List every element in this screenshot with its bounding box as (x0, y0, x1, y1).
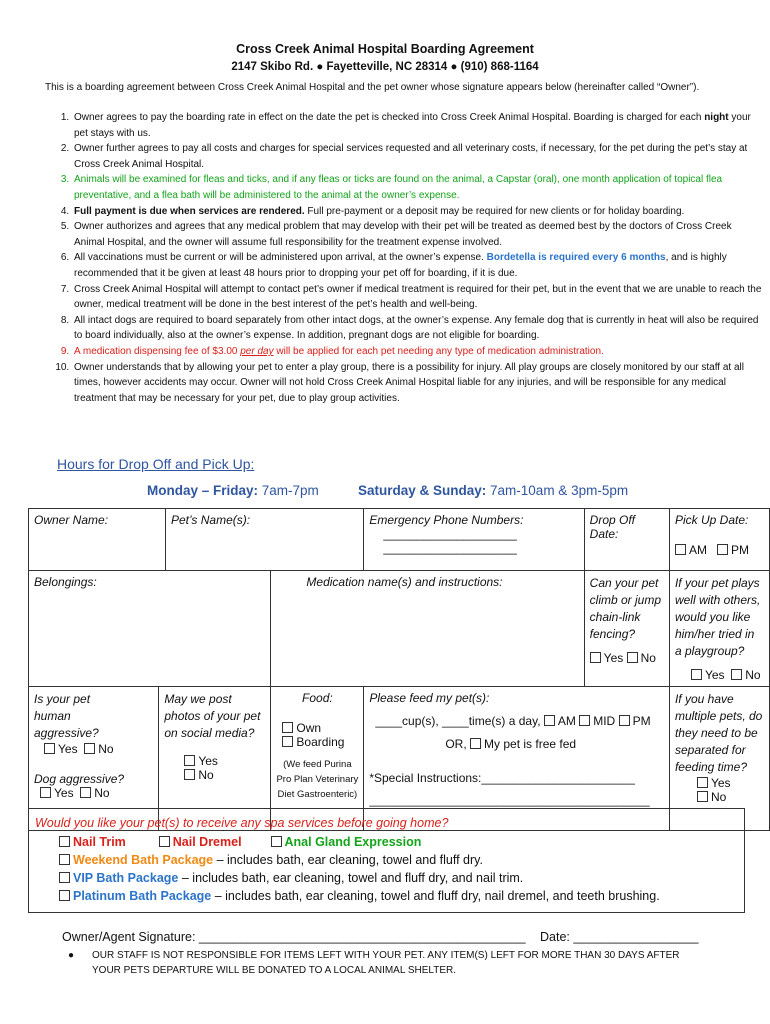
playgroup-question: If your pet plays well with others, would you like him/her tried in a playgroup? Yes No (669, 571, 769, 687)
special-instructions-field[interactable]: *Special Instructions:_______________________ (369, 771, 635, 785)
photos-no-checkbox[interactable] (184, 769, 195, 780)
term-7: 7. Cross Creek Animal Hospital will attempt to contact pet’s owner if medical treatment is required for their pet, but in the event that we are unable to reach the owner, medical treatment will be done in the best interest of the pet’s health and well-being. (72, 282, 764, 313)
aggression-questions: Is your pet human aggressive? Yes No Dog aggressive? Yes No (29, 687, 159, 831)
feed-am-checkbox[interactable] (544, 715, 555, 726)
signature-field[interactable]: Owner/Agent Signature: _______________________________________________ (62, 930, 526, 944)
address-line: 2147 Skibo Rd. ● Fayetteville, NC 28314 ● (910) 868-1164 (231, 61, 539, 73)
feed-pm-checkbox[interactable] (619, 715, 630, 726)
bullet-icon: ● (68, 950, 75, 961)
pets-name-field[interactable]: Pet’s Name(s): (165, 509, 363, 571)
separate-no-checkbox[interactable] (697, 791, 708, 802)
spa-row-vip: VIP Bath Package – includes bath, ear cleaning, towel and fluff dry, and nail trim. (59, 871, 523, 885)
dog-aggr-no-checkbox[interactable] (80, 787, 91, 798)
weekday-hours: Monday – Friday: 7am-7pm (147, 483, 319, 498)
feeding-instructions: Please feed my pet(s): ____cup(s), ____time(s) a day, AM MID PM OR, My pet is free fed *Special Instructions:_______________________ __________________________________________ (364, 687, 670, 831)
term-9: 9. A medication dispensing fee of $3.00 per day will be applied for each pet needing any type of medication administration. (72, 344, 764, 360)
playgroup-no-checkbox[interactable] (731, 669, 742, 680)
spa-row-platinum: Platinum Bath Package – includes bath, ear cleaning, towel and fluff dry, nail dremel, and teeth brushing. (59, 889, 660, 903)
food-own-checkbox[interactable] (282, 722, 293, 733)
term-1: 1. Owner agrees to pay the boarding rate in effect on the date the pet is checked into Cross Creek Animal Hospital. Boarding is charged for each night your pet stays with us. (72, 110, 764, 141)
platinum-bath-checkbox[interactable] (59, 890, 70, 901)
belongings-field[interactable]: Belongings: (29, 571, 271, 687)
feed-mid-checkbox[interactable] (579, 715, 590, 726)
hours-heading: Hours for Drop Off and Pick Up: (57, 456, 255, 472)
human-aggr-yes-checkbox[interactable] (44, 743, 55, 754)
term-6: 6. All vaccinations must be current or will be administered upon arrival, at the owner’s expense. Bordetella is required every 6 months, and is highly recommended that it be given at least 48 hours prior to dropping your pet off for boarding, if it is due. (72, 250, 764, 281)
term-4: 4. Full payment is due when services are rendered. Full pre-payment or a deposit may be required for new clients or for holiday boarding. (72, 204, 764, 220)
page-title: Cross Creek Animal Hospital Boarding Agreement (236, 42, 534, 56)
am-checkbox[interactable] (675, 544, 686, 555)
human-aggr-no-checkbox[interactable] (84, 743, 95, 754)
free-fed-checkbox[interactable] (470, 738, 481, 749)
separate-feeding-question: If you have multiple pets, do they need to be separated for feeding time? Yes No (669, 687, 769, 831)
emergency-phone-field[interactable]: Emergency Phone Numbers: ____________________ ____________________ (364, 509, 584, 571)
food-boarding-checkbox[interactable] (282, 736, 293, 747)
term-3: 3. Animals will be examined for fleas and ticks, and if any fleas or ticks are found on the animal, a Capstar (oral), one month application of topical flea preventative, and a flea bath will be administered to the animal at the owner’s expense. (72, 172, 764, 203)
term-5: 5. Owner authorizes and agrees that any medical problem that may develop with their pet will be treated as deemed best by the doctors of Cross Creek Animal Hospital, and the owner will assume full responsibility for the treatment expense involved. (72, 219, 764, 250)
spa-row-nails: Nail Trim Nail Dremel Anal Gland Expression (59, 835, 421, 849)
photos-yes-checkbox[interactable] (184, 755, 195, 766)
separate-yes-checkbox[interactable] (697, 777, 708, 788)
weekend-bath-checkbox[interactable] (59, 854, 70, 865)
drop-off-date-field[interactable]: Drop Off Date: (584, 509, 669, 571)
spa-question: Would you like your pet(s) to receive any spa services before going home? (35, 816, 449, 830)
term-2: 2. Owner further agrees to pay all costs and charges for special services requested and all veterinary costs, if necessary, for the pet during the pet’s stay at Cross Creek Animal Hospital. (72, 141, 764, 172)
playgroup-yes-checkbox[interactable] (691, 669, 702, 680)
vip-bath-checkbox[interactable] (59, 872, 70, 883)
weekend-hours: Saturday & Sunday: 7am-10am & 3pm-5pm (358, 483, 629, 498)
climb-yes-checkbox[interactable] (590, 652, 601, 663)
nail-dremel-checkbox[interactable] (159, 836, 170, 847)
photos-question: May we post photos of your pet on social media? Yes No (159, 687, 271, 831)
food-question: Food: Own Boarding (We feed Purina Pro Plan Veterinary Diet Gastroenteric) (271, 687, 364, 831)
owner-name-field[interactable]: Owner Name: (29, 509, 166, 571)
anal-gland-checkbox[interactable] (271, 836, 282, 847)
climb-no-checkbox[interactable] (627, 652, 638, 663)
dog-aggr-yes-checkbox[interactable] (40, 787, 51, 798)
term-10: 10. Owner understands that by allowing your pet to enter a play group, there is a possibility for injury. All play groups are closely monitored by our staff at all times, however accidents may occur. Owner will not hold Cross Creek Animal Hospital liable for any injuries, and will be responsible for any medical treatment that may be necessary for your pet, due to play group activities. (72, 360, 764, 407)
nail-trim-checkbox[interactable] (59, 836, 70, 847)
pick-up-date-field[interactable]: Pick Up Date: AM PM (669, 509, 769, 571)
boarding-form-grid (28, 508, 770, 831)
intro-text: This is a boarding agreement between Cross Creek Animal Hospital and the pet owner whose signature appears below (hereinafter called “Owner”). (45, 82, 700, 93)
pm-checkbox[interactable] (717, 544, 728, 555)
term-8: 8. All intact dogs are required to board separately from other intact dogs, at the owner’s expense. Any female dog that is currently in heat will also be required to board individually, also at the owner’s expense. In addition, pregnant dogs are not eligible for boarding. (72, 313, 764, 344)
medication-field[interactable]: Medication name(s) and instructions: (271, 571, 584, 687)
spa-services-box (28, 808, 745, 913)
climb-question: Can your pet climb or jump chain-link fencing? Yes No (584, 571, 669, 687)
spa-row-weekend: Weekend Bath Package – includes bath, ear cleaning, towel and fluff dry. (59, 853, 483, 867)
terms-list (38, 110, 764, 406)
signature-date-field[interactable]: Date: __________________ (540, 930, 699, 944)
liability-notice: ● OUR STAFF IS NOT RESPONSIBLE FOR ITEMS LEFT WITH YOUR PET. ANY ITEM(S) LEFT FOR MORE THAN 30 DAYS AFTER YOUR PETS DEPARTURE WILL BE DONATED TO A LOCAL ANIMAL SHELTER. (68, 950, 680, 976)
